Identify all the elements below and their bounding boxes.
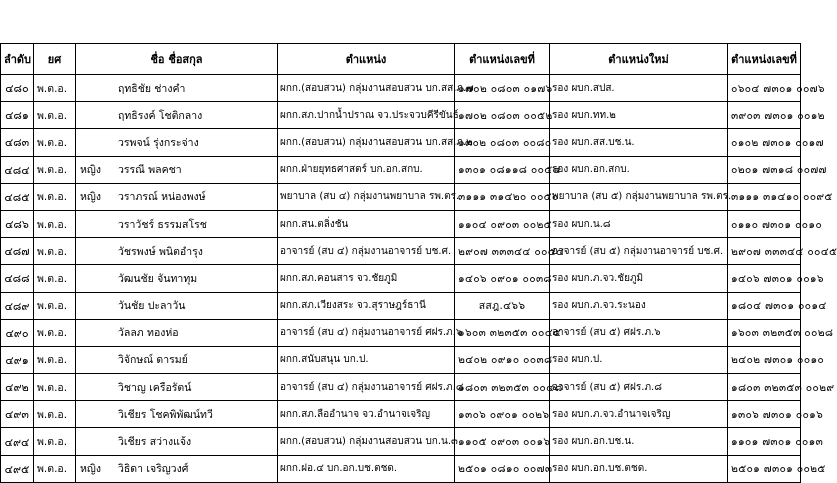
honorific: หญิง — [80, 463, 101, 476]
full-name: วัลลภ ทองห่อ — [118, 327, 179, 340]
table-row — [1, 210, 801, 237]
name-cell — [76, 428, 278, 455]
full-name: วัชรพงษ์ พนิตอำรุง — [118, 245, 203, 258]
header-rank: ยศ — [34, 44, 76, 75]
table-row — [1, 455, 801, 482]
td-new-position: รอง ผบก.ป. — [550, 346, 728, 373]
td-rank: พ.ต.อ. — [34, 401, 76, 428]
promotion-table — [0, 43, 837, 483]
header-name: ชื่อ ชื่อสกุล — [76, 44, 278, 75]
table-row — [1, 428, 801, 455]
header-position: ตำแหน่ง — [278, 44, 455, 75]
td-rank: พ.ต.อ. — [34, 346, 76, 373]
td-position: ผกก.(สอบสวน) กลุ่มงานสอบสวน บก.น.๓ — [278, 428, 455, 455]
full-name: วิชาญ เครือรัตน์ — [118, 381, 192, 394]
td-new-position-no: ๑๓๐๖ ๗๓๐๑ ๐๐๑๖ — [728, 401, 801, 428]
td-rank: พ.ต.อ. — [34, 265, 76, 292]
full-name: วรรณี พลคชา — [118, 164, 182, 177]
td-position: อาจารย์ (สบ ๔) กลุ่มงานอาจารย์ ศฝร.ภ.๖ — [278, 319, 455, 346]
td-no: ๔๙๕ — [1, 455, 34, 482]
full-name: วันชัย ปะลาวัน — [118, 300, 186, 313]
full-name: วิเชียร สว่างแจ้ง — [118, 436, 192, 449]
td-no: ๔๙๓ — [1, 401, 34, 428]
td-new-position: พยาบาล (สบ ๕) กลุ่มงานพยาบาล รพ.ตร. — [550, 183, 728, 210]
name-cell — [76, 455, 278, 482]
td-new-position-no: ๒๔๐๒ ๗๓๐๑ ๐๐๑๐ — [728, 346, 801, 373]
table-row — [1, 183, 801, 210]
td-rank: พ.ต.อ. — [34, 156, 76, 183]
td-position-no: ๑๖๐๓ ๓๒๓๕๓ ๐๐๔๕ — [455, 319, 550, 346]
td-no: ๔๙๐ — [1, 319, 34, 346]
full-name: วรพจน์ รุ่งกระจ่าง — [118, 136, 199, 149]
name-cell — [76, 374, 278, 401]
name-cell — [76, 156, 278, 183]
td-no: ๔๘๑ — [1, 102, 34, 129]
td-new-position-no: ๓๑๑๑ ๓๑๔๑๐ ๐๐๙๕ — [728, 183, 801, 210]
full-name: วัฒนชัย จันทาทุม — [118, 272, 198, 285]
td-position-no: ๑๓๐๑ ๐๘๑๑๘ ๐๐๕๔ — [455, 156, 550, 183]
td-rank: พ.ต.อ. — [34, 210, 76, 237]
td-new-position: อาจารย์ (สบ ๕) กลุ่มงานอาจารย์ บช.ศ. — [550, 238, 728, 265]
full-name: ฤทธิชัย ช่างคำ — [118, 82, 186, 95]
name-cell — [76, 75, 278, 102]
td-new-position: อาจารย์ (สบ ๕) ศฝร.ภ.๖ — [550, 319, 728, 346]
td-position-no: ๑๓๐๖ ๐๙๐๑ ๐๐๒๖ — [455, 401, 550, 428]
td-rank: พ.ต.อ. — [34, 75, 76, 102]
td-position: ผกก.สนับสนุน บก.ป. — [278, 346, 455, 373]
td-no: ๔๙๒ — [1, 374, 34, 401]
td-new-position: รอง ผบก.ภ.จว.อำนาจเจริญ — [550, 401, 728, 428]
table-row — [1, 265, 801, 292]
td-position-no: ๓๑๑๑ ๓๑๔๒๐ ๐๐๕๐ — [455, 183, 550, 210]
td-position-no: ๑๗๐๒ ๐๘๐๓ ๐๐๕๒ — [455, 102, 550, 129]
name-cell — [76, 102, 278, 129]
td-new-position-no: ๑๔๐๖ ๗๓๐๑ ๐๐๑๖ — [728, 265, 801, 292]
full-name: ฤทธิรงค์ โชติกลาง — [118, 109, 203, 122]
td-position-no: ๑๑๐๕ ๐๙๐๓ ๐๐๑๖ — [455, 428, 550, 455]
name-cell — [76, 265, 278, 292]
td-rank: พ.ต.อ. — [34, 102, 76, 129]
td-new-position-no: ๑๖๐๓ ๓๒๓๕๓ ๐๐๒๘ — [728, 319, 801, 346]
td-position: ผกก.ฝอ.๔ บก.อก.บช.ตชด. — [278, 455, 455, 482]
table-row — [1, 292, 801, 319]
table-row — [1, 102, 801, 129]
td-no: ๔๘๗ — [1, 238, 34, 265]
table-row — [1, 319, 801, 346]
td-position: ผกก.สภ.ปากน้ำปราณ จว.ประจวบคีรีขันธ์ — [278, 102, 455, 129]
table-row — [1, 401, 801, 428]
td-position: ผกก.สภ.คอนสาร จว.ชัยภูมิ — [278, 265, 455, 292]
table-row — [1, 238, 801, 265]
header-new-position: ตำแหน่งใหม่ — [550, 44, 728, 75]
td-new-position: รอง ผบก.สส.บช.น. — [550, 129, 728, 156]
td-position: ผกก.(สอบสวน) กลุ่มงานสอบสวน บก.สส.ภ.๒ — [278, 129, 455, 156]
name-cell — [76, 292, 278, 319]
td-position-no: ๒๕๐๑ ๐๘๑๐ ๐๐๗๓ — [455, 455, 550, 482]
name-cell — [76, 346, 278, 373]
td-new-position: รอง ผบก.ทท.๒ — [550, 102, 728, 129]
td-position: ผกก.สน.ตลิ่งชัน — [278, 210, 455, 237]
td-no: ๔๘๔ — [1, 156, 34, 183]
td-position: อาจารย์ (สบ ๔) กลุ่มงานอาจารย์ บช.ศ. — [278, 238, 455, 265]
name-cell — [76, 129, 278, 156]
td-new-position-no: ๐๑๑๐ ๗๓๐๑ ๐๐๑๐ — [728, 210, 801, 237]
table-row — [1, 129, 801, 156]
table-row — [1, 346, 801, 373]
td-new-position-no: ๑๘๐๔ ๗๓๐๑ ๐๐๑๔ — [728, 292, 801, 319]
td-no: ๔๘๕ — [1, 183, 34, 210]
td-no: ๔๘๘ — [1, 265, 34, 292]
td-no: ๔๙๑ — [1, 346, 34, 373]
name-cell — [76, 210, 278, 237]
td-new-position-no: ๒๕๐๑ ๗๓๐๑ ๐๐๒๕ — [728, 455, 801, 482]
table-header-row — [1, 44, 801, 75]
td-position-no: ๒๔๐๒ ๐๙๑๐ ๐๐๓๘ — [455, 346, 550, 373]
header-position-no: ตำแหน่งเลขที่ — [455, 44, 550, 75]
td-rank: พ.ต.อ. — [34, 319, 76, 346]
td-rank: พ.ต.อ. — [34, 129, 76, 156]
td-new-position: รอง ผบก.ภ.จว.ระนอง — [550, 292, 728, 319]
table-row — [1, 374, 801, 401]
table-row — [1, 75, 801, 102]
table-row — [1, 156, 801, 183]
td-position: พยาบาล (สบ ๔) กลุ่มงานพยาบาล รพ.ตร. — [278, 183, 455, 210]
td-position-no: สสฎ.๔๖๖ — [455, 292, 550, 319]
td-position-no: ๑๔๐๖ ๐๙๐๑ ๐๐๓๘ — [455, 265, 550, 292]
td-rank: พ.ต.อ. — [34, 455, 76, 482]
full-name: วิจักษณ์ ดารมย์ — [118, 354, 188, 367]
full-name: วิธิดา เจริญวงศ์ — [118, 463, 189, 476]
promotion-table-container — [0, 43, 837, 483]
td-new-position: รอง ผบก.น.๘ — [550, 210, 728, 237]
td-no: ๔๘๙ — [1, 292, 34, 319]
td-new-position-no: ๑๑๐๑ ๗๓๐๑ ๐๐๑๓ — [728, 428, 801, 455]
td-position: ผกก.ฝ่ายยุทธศาสตร์ บก.อก.สกบ. — [278, 156, 455, 183]
td-new-position-no: ๑๘๐๓ ๓๒๓๕๓ ๐๐๒๙ — [728, 374, 801, 401]
name-cell — [76, 183, 278, 210]
td-position-no: ๑๑๐๔ ๐๙๐๓ ๐๐๒๕ — [455, 210, 550, 237]
full-name: วราภรณ์ หน่องพงษ์ — [118, 191, 206, 204]
td-new-position-no: ๒๙๐๗ ๓๓๓๔๔ ๐๐๔๕ — [728, 238, 801, 265]
td-rank: พ.ต.อ. — [34, 238, 76, 265]
td-new-position: รอง ผบก.ภ.จว.ชัยภูมิ — [550, 265, 728, 292]
td-rank: พ.ต.อ. — [34, 428, 76, 455]
td-position: อาจารย์ (สบ ๔) กลุ่มงานอาจารย์ ศฝร.ภ.๘ — [278, 374, 455, 401]
td-rank: พ.ต.อ. — [34, 374, 76, 401]
td-position: ผกก.สภ.เวียงสระ จว.สุราษฎร์ธานี — [278, 292, 455, 319]
td-new-position: อาจารย์ (สบ ๕) ศฝร.ภ.๘ — [550, 374, 728, 401]
td-position: ผกก.สภ.ลืออำนาจ จว.อำนาจเจริญ — [278, 401, 455, 428]
name-cell — [76, 319, 278, 346]
td-no: ๔๘๐ — [1, 75, 34, 102]
name-cell — [76, 401, 278, 428]
name-cell — [76, 238, 278, 265]
td-no: ๔๙๔ — [1, 428, 34, 455]
honorific: หญิง — [80, 191, 101, 204]
full-name: วิเชียร โชคพิพัฒน์ทวี — [118, 408, 213, 421]
td-rank: พ.ต.อ. — [34, 292, 76, 319]
td-new-position-no: ๐๑๐๒ ๗๓๐๑ ๐๐๑๗ — [728, 129, 801, 156]
honorific: หญิง — [80, 164, 101, 177]
td-rank: พ.ต.อ. — [34, 183, 76, 210]
td-no: ๔๘๖ — [1, 210, 34, 237]
td-position-no: ๒๙๐๗ ๓๓๓๔๔ ๐๐๕๔ — [455, 238, 550, 265]
td-new-position: รอง ผบก.อก.สกบ. — [550, 156, 728, 183]
td-new-position-no: ๐๒๐๑ ๗๓๑๘ ๐๐๗๗ — [728, 156, 801, 183]
td-new-position: รอง ผบก.อก.บช.น. — [550, 428, 728, 455]
header-new-position-no: ตำแหน่งเลขที่ — [728, 44, 801, 75]
td-position: ผกก.(สอบสวน) กลุ่มงานสอบสวน บก.สส.ภ.๗ — [278, 75, 455, 102]
td-position-no: ๑๘๐๓ ๓๒๓๕๓ ๐๐๔๘ — [455, 374, 550, 401]
td-new-position: รอง ผบก.สปส. — [550, 75, 728, 102]
td-new-position: รอง ผบก.อก.บช.ตชด. — [550, 455, 728, 482]
td-new-position-no: ๓๙๐๓ ๗๓๐๑ ๐๐๑๒ — [728, 102, 801, 129]
td-no: ๔๘๓ — [1, 129, 34, 156]
td-new-position-no: ๐๖๐๔ ๗๓๐๑ ๐๐๗๖ — [728, 75, 801, 102]
full-name: วราวัชร์ ธรรมสโรช — [118, 218, 207, 231]
td-position-no: ๑๓๐๒ ๐๘๐๓ ๐๐๘๐ — [455, 129, 550, 156]
td-position-no: ๑๗๐๒ ๐๘๐๓ ๐๑๗๖ — [455, 75, 550, 102]
header-no: ลำดับ — [1, 44, 34, 75]
